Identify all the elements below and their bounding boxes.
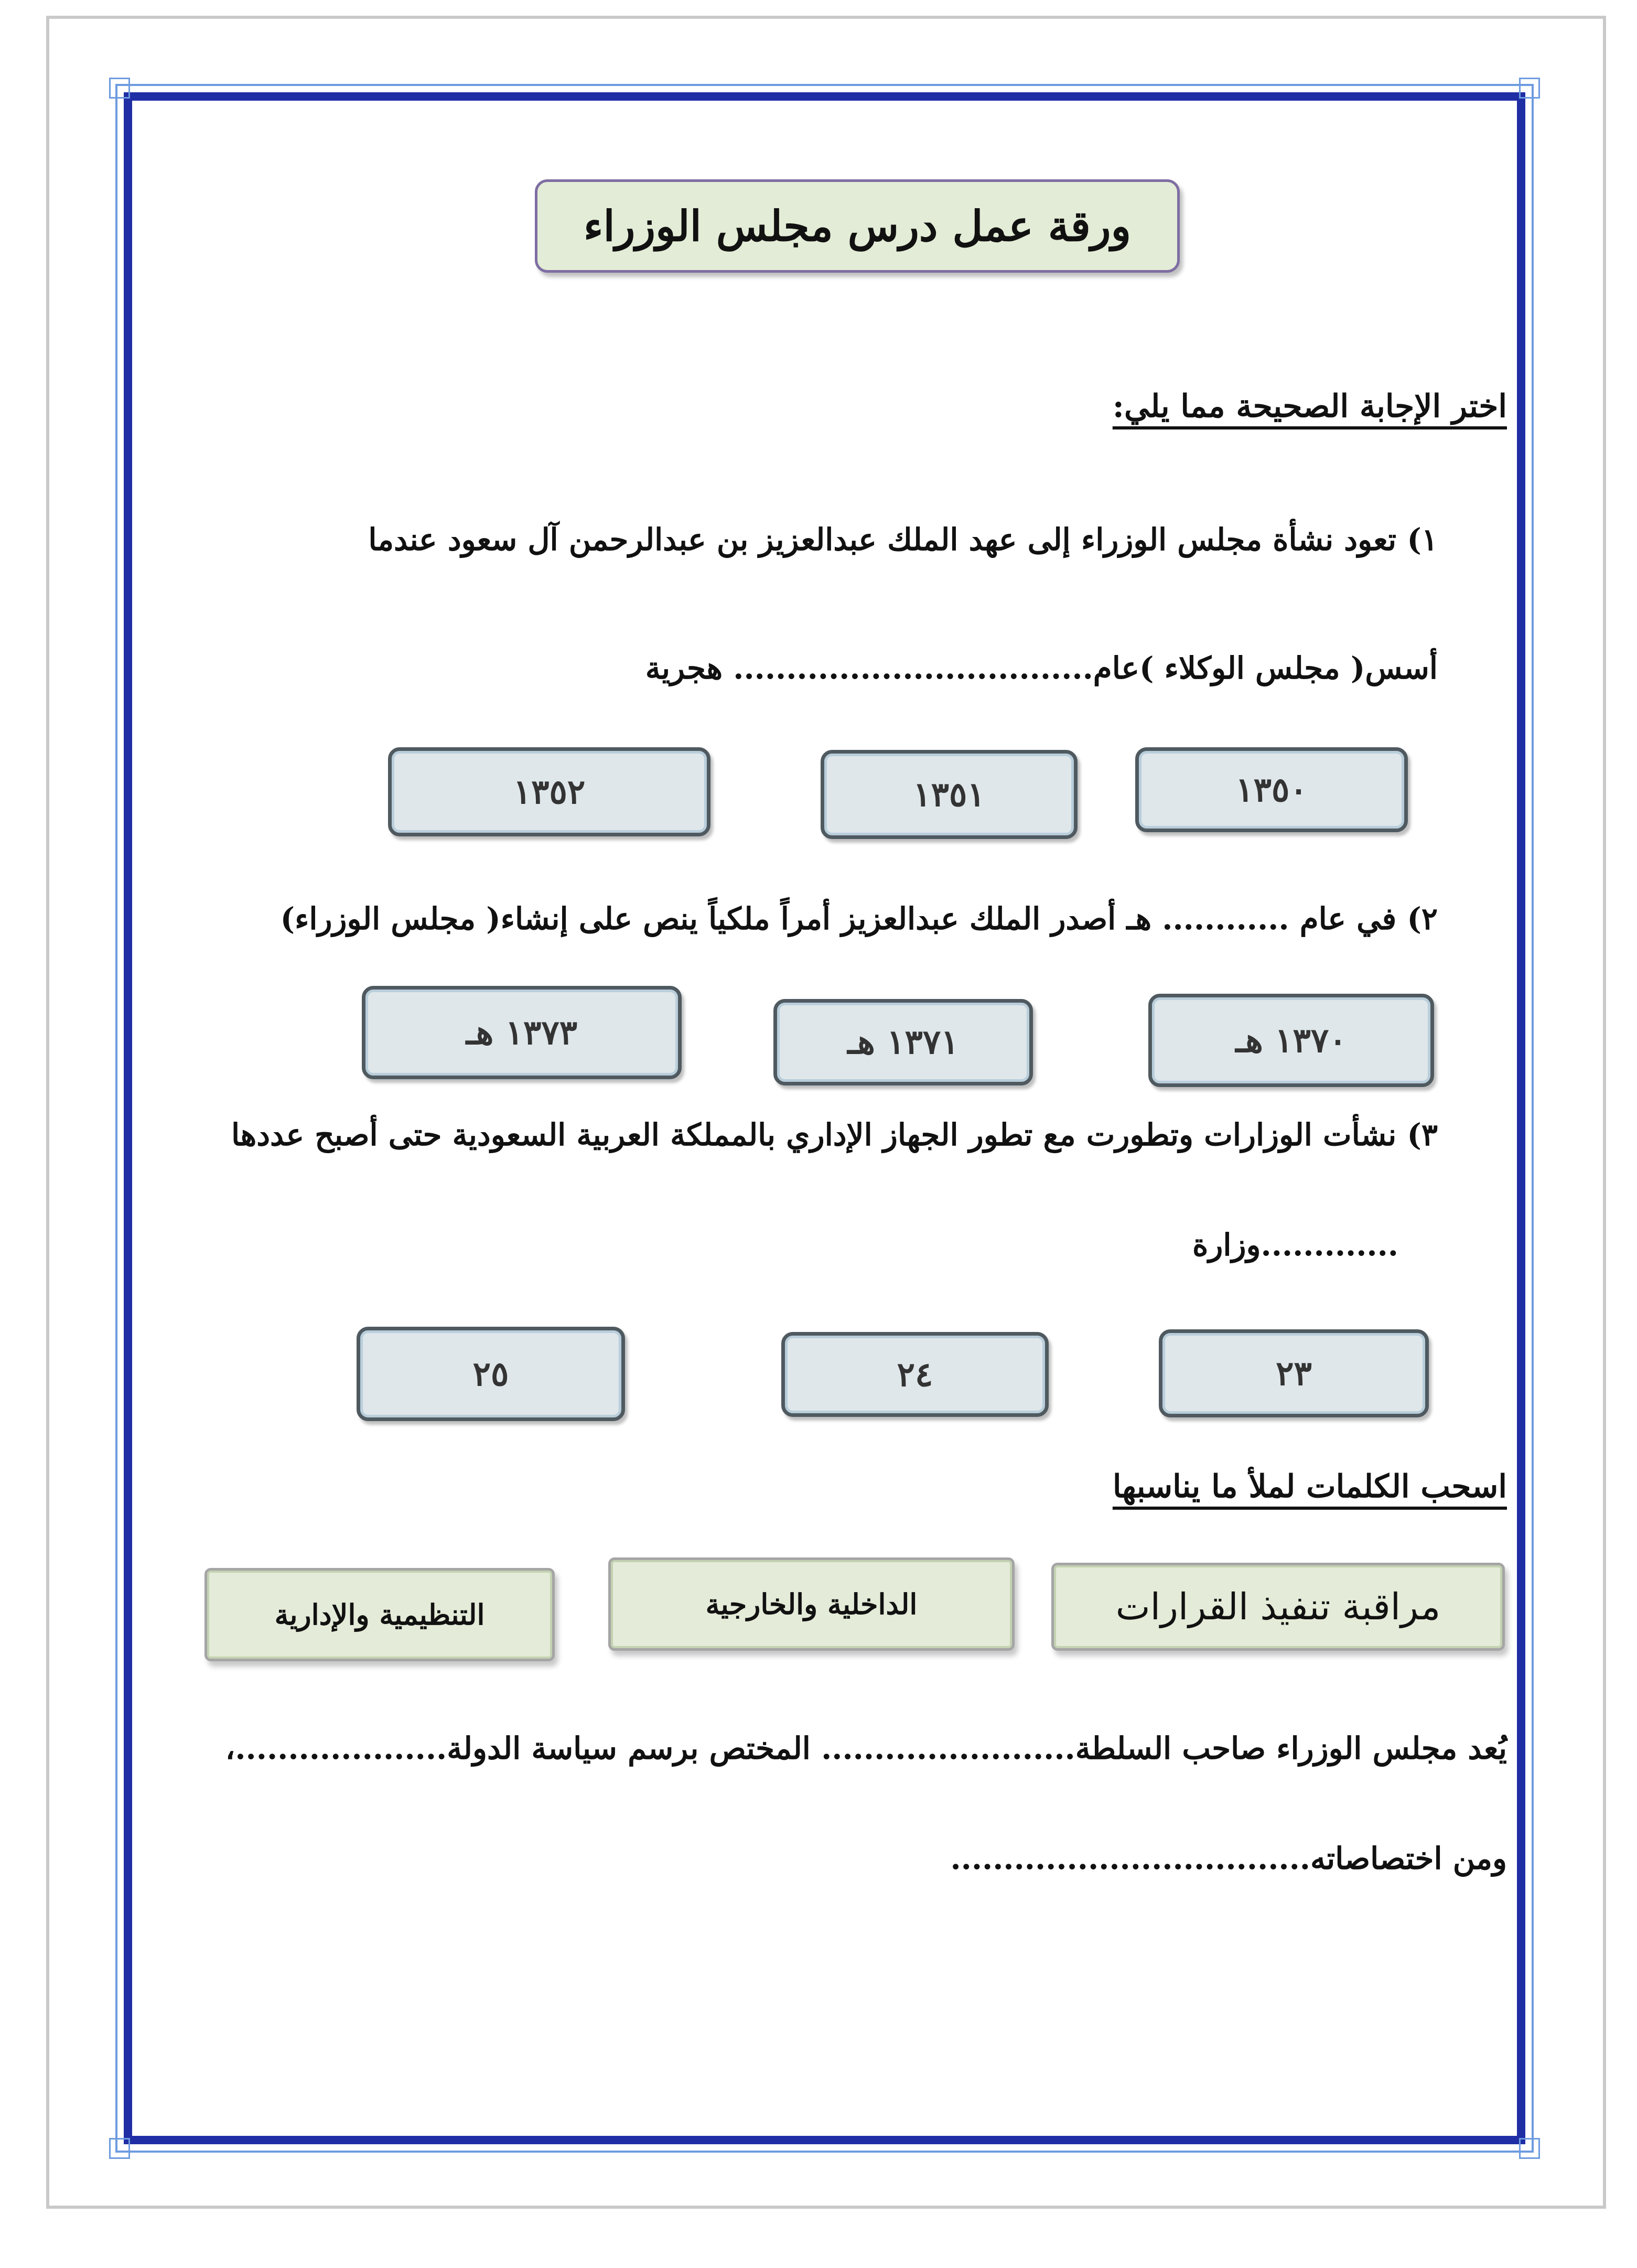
question-2-line-1: ٢) في عام ............ هـ أصدر الملك عبدالعزيز أمراً ملكياً ينص على إنشاء( مجلس الوزراء) [280,901,1438,937]
q3-choice-b[interactable]: ٢٤ [781,1332,1049,1417]
corner-ornament [109,2138,130,2159]
worksheet-title: ورقة عمل درس مجلس الوزراء [535,179,1180,273]
drag-word-decision-monitoring[interactable]: مراقبة تنفيذ القرارات [1051,1563,1505,1651]
q1-choice-c[interactable]: ١٣٥٢ [388,747,710,836]
section-instruction-drag: اسحب الكلمات لملأ ما يناسبها [1112,1468,1507,1505]
drag-word-domestic-foreign[interactable]: الداخلية والخارجية [608,1557,1015,1651]
q2-choice-b[interactable]: ١٣٧١ هـ [773,999,1033,1085]
q1-choice-b[interactable]: ١٣٥١ [821,750,1078,839]
question-3-line-2: .............وزارة [1192,1227,1398,1263]
fill-sentence-2: ومن اختصاصاته.................................. [950,1841,1507,1876]
q2-choice-c[interactable]: ١٣٧٣ هـ [362,986,682,1079]
corner-ornament [109,78,130,99]
q3-choice-c[interactable]: ٢٥ [357,1327,625,1421]
q3-choice-a[interactable]: ٢٣ [1159,1329,1429,1417]
question-3-line-1: ٣) نشأت الوزارات وتطورت مع تطور الجهاز الإداري بالمملكة العربية السعودية حتى أصبح عددها [231,1117,1438,1153]
question-1-line-2: أسس( مجلس الوكلاء )عام.................................. هجرية [645,650,1438,686]
corner-ornament [1519,78,1540,99]
corner-ornament [1519,2138,1540,2159]
fill-sentence-1: يُعد مجلس الوزراء صاحب السلطة........................ المختص برسم سياسة الدولة....................، [225,1730,1507,1766]
q1-choice-a[interactable]: ١٣٥٠ [1135,747,1408,832]
q2-choice-a[interactable]: ١٣٧٠ هـ [1148,994,1434,1087]
question-1-line-1: ١) تعود نشأة مجلس الوزراء إلى عهد الملك عبدالعزيز بن عبدالرحمن آل سعود عندما [368,522,1438,557]
drag-word-organizational-administrative[interactable]: التنظيمية والإدارية [204,1568,555,1661]
section-instruction-choose: اختر الإجابة الصحيحة مما يلي: [1112,388,1507,425]
